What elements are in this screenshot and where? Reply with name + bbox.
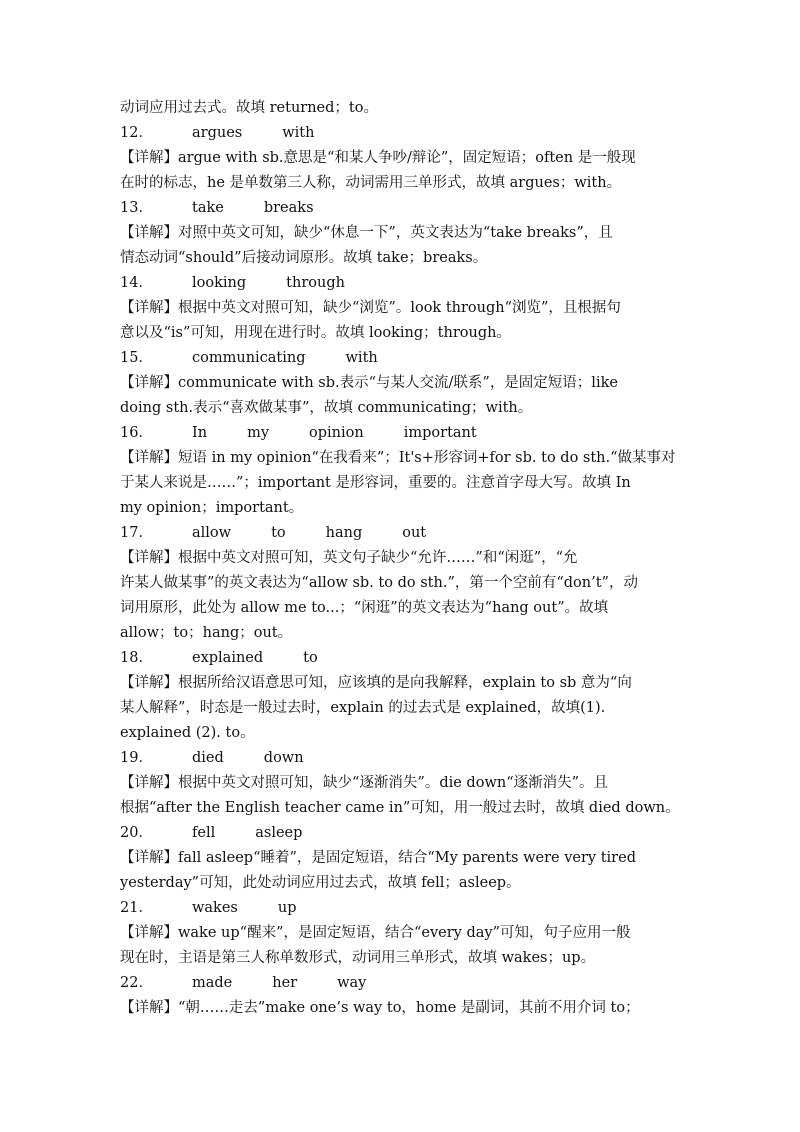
answer-word: wakes — [192, 900, 238, 916]
question-number: 20． — [120, 825, 153, 841]
answer-row — [120, 646, 680, 671]
answer-word: In — [192, 425, 208, 441]
question-number: 22． — [120, 975, 153, 991]
question-number: 14． — [120, 275, 153, 291]
explanation-line: explained (2). to。 — [120, 725, 255, 741]
explanation-line: my opinion；important。 — [120, 500, 304, 516]
question-number: 21． — [120, 900, 153, 916]
answer-word: out — [402, 525, 427, 541]
answer-row — [120, 896, 680, 921]
explanation-line: 【详解】短语 in my opinion“在我看来”；It's+形容词+for sb. to do sth.“做某事对 — [120, 450, 676, 466]
explanation-line: 于某人来说是……”；important 是形容词，重要的。注意首字母大写。故填 In — [120, 475, 631, 491]
answer-row — [120, 821, 680, 846]
answer-word: communicating — [192, 350, 306, 366]
answer-word: up — [277, 900, 297, 916]
explanation-line: 【详解】根据中英文对照可知，英文句子缺少“允许……”和“闲逛”，“允 — [120, 550, 578, 566]
question-number: 19． — [120, 750, 153, 766]
answer-row — [120, 521, 680, 546]
explanation-line: 在时的标志，he 是单数第三人称，动词需用三单形式，故填 argues；with。 — [120, 175, 622, 191]
answer-word: breaks — [263, 200, 314, 216]
explanation-line: 【详解】“朝……走去”make one’s way to，home 是副词，其前不用介词 to； — [120, 1000, 640, 1016]
explanation-line: 动词应用过去式。故填 returned；to。 — [120, 100, 378, 116]
answer-key-page — [120, 96, 680, 1021]
explanation-line: 词用原形，此处为 allow me to...；“闲逛”的英文表达为“hang out”。故填 — [120, 600, 609, 616]
answer-row — [120, 196, 680, 221]
explanation-line: doing sth.表示“喜欢做某事”，故填 communicating；with。 — [120, 400, 533, 416]
explanation-line: 某人解释”，时态是一般过去时，explain 的过去式是 explained，故填(1). — [120, 700, 606, 716]
answer-word: way — [337, 975, 367, 991]
explanation-line: 【详解】wake up“醒来”，是固定短语，结合“every day”可知，句子应用一般 — [120, 925, 631, 941]
answer-word: her — [272, 975, 298, 991]
answer-word: explained — [192, 650, 264, 666]
explanation-line: 【详解】根据中英文对照可知，缺少“逐渐消失”。die down“逐渐消失”。且 — [120, 775, 609, 791]
explanation-line: 【详解】argue with sb.意思是“和某人争吵/辩论”，固定短语；often 是一般现 — [120, 150, 636, 166]
answer-word: important — [403, 425, 477, 441]
explanation-line: 根据“after the English teacher came in”可知，用一般过去时，故填 died down。 — [120, 800, 680, 816]
explanation-line: 许某人做某事”的英文表达为“allow sb. to do sth.”，第一个空前有“don’t”，动 — [120, 575, 638, 591]
answer-word: hang — [325, 525, 363, 541]
answer-word: fell — [192, 825, 216, 841]
question-number: 17． — [120, 525, 153, 541]
question-number: 16． — [120, 425, 153, 441]
explanation-line: allow；to；hang；out。 — [120, 625, 293, 641]
answer-word: take — [192, 200, 224, 216]
question-number: 13． — [120, 200, 153, 216]
explanation-line: 【详解】根据中英文对照可知，缺少“浏览”。look through“浏览”，且根据句 — [120, 300, 621, 316]
answer-word: died — [192, 750, 224, 766]
explanation-line: 【详解】对照中英文可知，缺少“休息一下”，英文表达为“take breaks”，且 — [120, 225, 613, 241]
answer-word: asleep — [255, 825, 303, 841]
explanation-line: 情态动词“should”后接动词原形。故填 take；breaks。 — [120, 250, 488, 266]
answer-row — [120, 346, 680, 371]
answer-word: with — [282, 125, 315, 141]
answer-word: opinion — [309, 425, 364, 441]
explanation-line: 【详解】fall asleep“睡着”，是固定短语，结合“My parents were very tired — [120, 850, 636, 866]
answer-row — [120, 271, 680, 296]
answer-word: argues — [192, 125, 243, 141]
answer-word: with — [345, 350, 378, 366]
explanation-line: yesterday”可知，此处动词应用过去式，故填 fell；asleep。 — [120, 875, 521, 891]
answer-row — [120, 746, 680, 771]
answer-word: my — [247, 425, 270, 441]
question-number: 15． — [120, 350, 153, 366]
answer-row — [120, 421, 680, 446]
explanation-line: 意以及“is”可知，用现在进行时。故填 looking；through。 — [120, 325, 511, 341]
answer-word: made — [192, 975, 233, 991]
answer-word: looking — [192, 275, 247, 291]
explanation-line: 【详解】根据所给汉语意思可知，应该填的是向我解释，explain to sb 意为“向 — [120, 675, 632, 691]
question-number: 12． — [120, 125, 153, 141]
answer-word: to — [303, 650, 318, 666]
explanation-line: 【详解】communicate with sb.表示“与某人交流/联系”，是固定短语；like — [120, 375, 618, 391]
answer-word: allow — [192, 525, 232, 541]
explanation-line: 现在时，主语是第三人称单数形式，动词用三单形式，故填 wakes；up。 — [120, 950, 596, 966]
answer-word: through — [286, 275, 345, 291]
answer-row — [120, 971, 680, 996]
question-number: 18． — [120, 650, 153, 666]
answer-word: down — [263, 750, 304, 766]
answer-row — [120, 121, 680, 146]
answer-word: to — [271, 525, 286, 541]
